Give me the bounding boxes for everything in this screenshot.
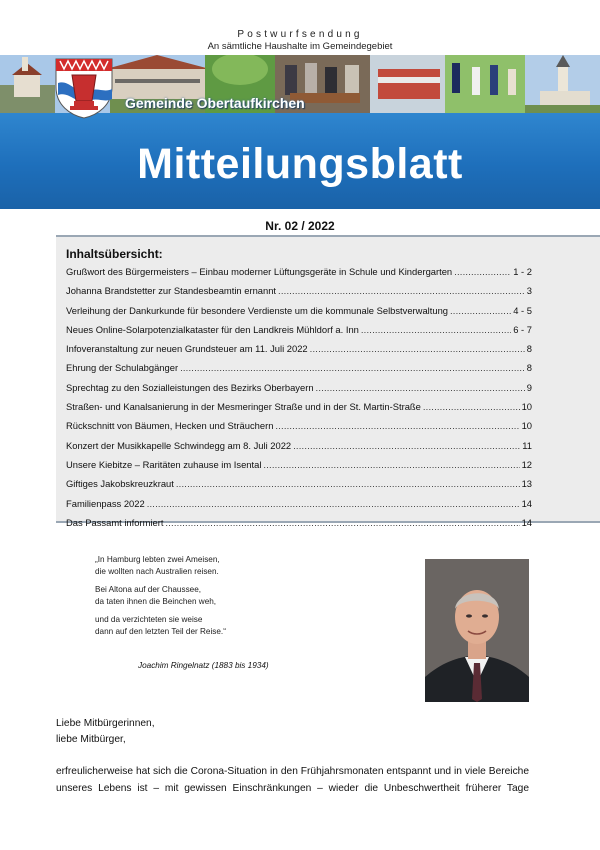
municipality-name: Gemeinde Obertaufkirchen — [125, 95, 305, 111]
toc-leader-dots — [263, 459, 519, 470]
toc-item-page: 13 — [521, 478, 532, 490]
toc-leader-dots — [310, 343, 525, 354]
quote-line: da taten ihnen die Beinchen weh, — [95, 597, 217, 607]
toc-item-title: Sprechtag zu den Sozialleistungen des Bezirks Oberbayern — [66, 381, 314, 393]
postwurf-label: Postwurfsendung — [237, 29, 363, 40]
toc-item[interactable] — [66, 420, 532, 439]
toc-item-title: Neues Online-Solarpotenzialkataster für den Landkreis Mühldorf a. Inn — [66, 323, 359, 335]
greeting-line: Liebe Mitbürgerinnen, — [56, 718, 155, 729]
toc-leader-dots — [361, 324, 511, 335]
toc-item-page: 11 — [522, 439, 532, 451]
quote-author: Joachim Ringelnatz (1883 bis 1934) — [138, 661, 269, 670]
toc-leader-dots — [423, 401, 520, 412]
toc-item-title: Ehrung der Schulabgänger — [66, 362, 179, 374]
body-line: erfreulicherweise hat sich die Corona-Situation in den Frühjahrsmonaten entspannt und in viele Bereiche — [56, 766, 529, 777]
mayor-portrait-photo — [425, 559, 529, 702]
toc-item-page: 9 — [526, 381, 532, 393]
toc-item[interactable] — [66, 498, 532, 517]
toc-item-page: 3 — [526, 285, 532, 297]
toc-item[interactable] — [66, 382, 532, 401]
toc-item[interactable] — [66, 285, 532, 304]
toc-leader-dots — [165, 517, 519, 528]
toc-item[interactable] — [66, 440, 532, 459]
toc-item-page: 8 — [526, 343, 532, 355]
recipients-label: An sämtliche Haushalte im Gemeindegebiet — [207, 41, 393, 52]
toc-item-title: Grußwort des Bürgermeisters – Einbau moderner Lüftungsgeräte in Schule und Kindergarten — [66, 266, 453, 277]
quote-line: „In Hamburg lebten zwei Ameisen, — [95, 555, 220, 564]
toc-leader-dots — [176, 478, 520, 489]
toc-item-title: Johanna Brandstetter zur Standesbeamtin ernannt — [66, 285, 277, 297]
toc-leader-dots — [454, 266, 511, 277]
toc-item-title: Familienpass 2022 — [66, 497, 145, 509]
toc-item[interactable] — [66, 459, 532, 478]
toc-item[interactable] — [66, 343, 532, 362]
toc-item-page: 4 - 5 — [513, 304, 532, 316]
toc-item[interactable] — [66, 478, 532, 497]
toc-item-title: Das Passamt informiert — [66, 516, 164, 528]
greeting-line: liebe Mitbürger, — [56, 734, 126, 745]
toc-leader-dots — [293, 440, 520, 451]
quote-line: dann auf den letzten Teil der Reise.“ — [95, 627, 226, 637]
toc-leader-dots — [278, 285, 525, 296]
toc-item-title: Rückschnitt von Bäumen, Hecken und Sträuchern — [66, 420, 274, 432]
toc-item-page: 1 - 2 — [513, 266, 532, 277]
toc-item-title: Giftiges Jakobskreuzkraut — [66, 478, 174, 490]
toc-item-page: 14 — [521, 516, 532, 528]
quote-line: und da verzichteten sie weise — [95, 614, 203, 624]
quote-line: Bei Altona auf der Chaussee, — [95, 584, 202, 594]
toc-leader-dots — [316, 382, 525, 393]
toc-item[interactable] — [66, 305, 532, 324]
toc-item-page: 12 — [521, 458, 532, 470]
letter-greeting — [56, 716, 155, 748]
toc-item-title: Verleihung der Dankurkunde für besondere Verdienste um die kommunale Selbstverwaltung — [66, 304, 448, 316]
body-line: unseres Lebens ist – mit gewissen Einschränkungen – wieder die Unbeschwertheit früherer Tage — [56, 783, 529, 794]
toc-item[interactable] — [66, 324, 532, 343]
toc-item-page: 8 — [526, 362, 532, 374]
coat-of-arms-icon — [54, 57, 114, 119]
issue-number: Nr. 02 / 2022 — [265, 219, 335, 233]
poem-quote — [95, 554, 226, 643]
toc-leader-dots — [180, 362, 525, 373]
toc-item-page: 10 — [521, 401, 532, 413]
quote-line: die wollten nach Australien reisen. — [95, 567, 219, 577]
toc-item[interactable] — [66, 517, 532, 536]
letter-body — [56, 763, 529, 797]
toc-list — [66, 266, 532, 536]
toc-item-title: Konzert der Musikkapelle Schwindegg am 8. Juli 2022 — [66, 439, 292, 451]
toc-leader-dots — [147, 498, 520, 509]
toc-item-page: 14 — [521, 497, 532, 509]
toc-item-page: 6 - 7 — [513, 323, 532, 335]
toc-item[interactable] — [66, 401, 532, 420]
toc-item-title: Infoveranstaltung zur neuen Grundsteuer am 11. Juli 2022 — [66, 343, 308, 355]
toc-item-title: Unsere Kiebitze – Raritäten zuhause im Isental — [66, 458, 262, 470]
toc-leader-dots — [450, 305, 511, 316]
toc-item[interactable] — [66, 266, 532, 285]
page-title: Mitteilungsblatt — [137, 140, 463, 188]
toc-item[interactable] — [66, 362, 532, 381]
toc-leader-dots — [275, 420, 519, 431]
toc-heading: Inhaltsübersicht: — [66, 247, 163, 261]
toc-item-title: Straßen- und Kanalsanierung in der Mesmeringer Straße und in der St. Martin-Straße — [66, 401, 421, 413]
toc-item-page: 10 — [521, 420, 532, 432]
